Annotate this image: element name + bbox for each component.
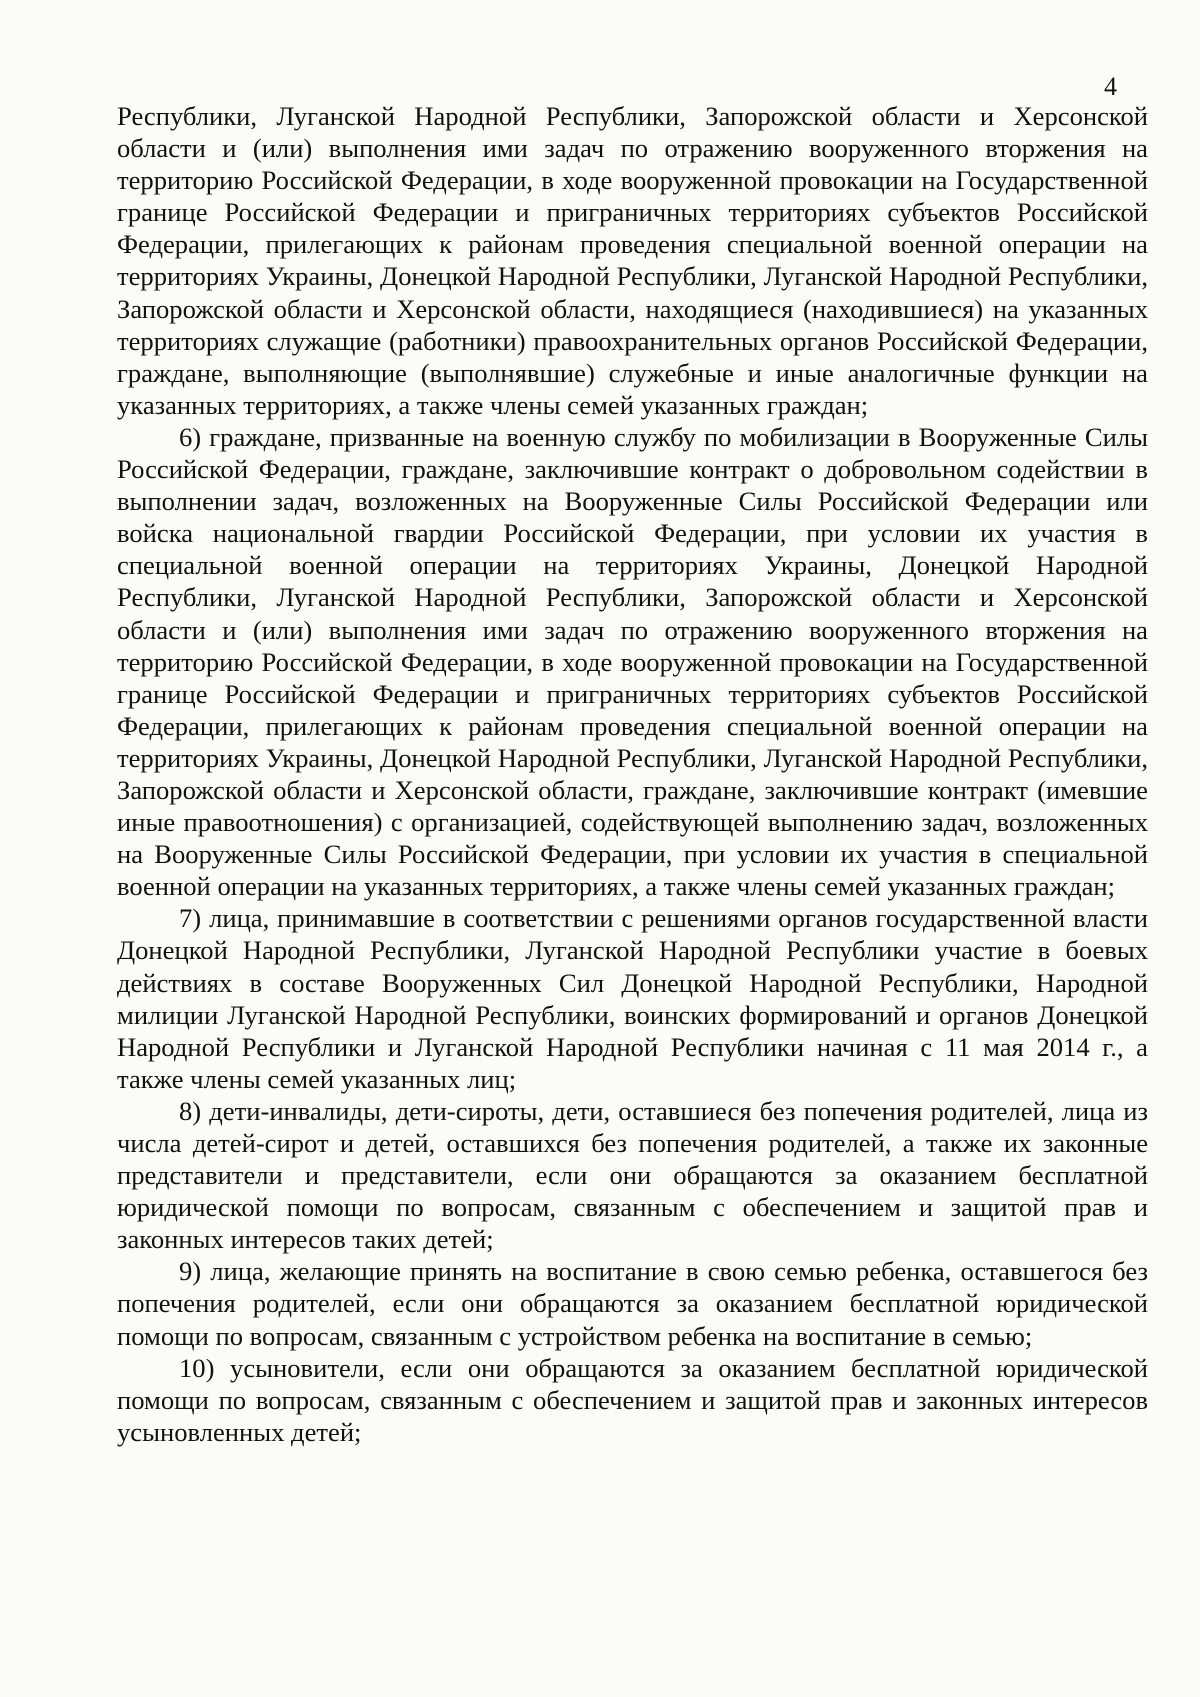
paragraph-item-7: 7) лица, принимавшие в соответствии с решениями органов государственной власти Донецкой Народной Республики, Луганской Народной Республики участие в боевых действиях в составе Вооруженных Сил Донецкой Народной Республики, Народной милиции Луганской Народной Республики, воинских формирований и органов Донецкой Народной Республики и Луганской Народной Республики начиная с 11 мая 2014 г., а также члены семей указанных лиц; xyxy=(117,903,1148,1094)
paragraph-item-10: 10) усыновители, если они обращаются за оказанием бесплатной юридической помощи по вопросам, связанным с обеспечением и защитой прав и законных интересов усыновленных детей; xyxy=(117,1352,1148,1447)
paragraph-item-8: 8) дети-инвалиды, дети-сироты, дети, оставшиеся без попечения родителей, лица из числа детей-сирот и детей, оставшихся без попечения родителей, а также их законные представители и представители, если они обращаются за оказанием бесплатной юридической помощи по вопросам, связанным с обеспечением и защитой прав и законных интересов таких детей; xyxy=(117,1095,1148,1255)
document-body xyxy=(117,100,1148,1448)
page-number: 4 xyxy=(1104,72,1117,101)
paragraph-item-6: 6) граждане, призванные на военную службу по мобилизации в Вооруженные Силы Российской Федерации, граждане, заключившие контракт о добровольном содействии в выполнении задач, возложенных на Вооруженные Силы Российской Федерации или войска национальной гвардии Российской Федерации, при условии их участия в специальной военной операции на территориях Украины, Донецкой Народной Республики, Луганской Народной Республики, Запорожской области и Херсонской области и (или) выполнения ими задач по отражению вооруженного вторжения на территорию Российской Федерации, в ходе вооруженной провокации на Государственной границе Российской Федерации и приграничных территориях субъектов Российской Федерации, прилегающих к районам проведения специальной военной операции на территориях Украины, Донецкой Народной Республики, Луганской Народной Республики, Запорожской области и Херсонской области, граждане, заключившие контракт (имевшие иные правоотношения) с организацией, содействующей выполнению задач, возложенных на Вооруженные Силы Российской Федерации, при условии их участия в специальной военной операции на указанных территориях, а также члены семей указанных граждан; xyxy=(117,421,1148,902)
paragraph-item-9: 9) лица, желающие принять на воспитание в свою семью ребенка, оставшегося без попечения родителей, если они обращаются за оказанием бесплатной юридической помощи по вопросам, связанным с устройством ребенка на воспитание в семью; xyxy=(117,1256,1148,1351)
paragraph-continuation: Республики, Луганской Народной Республики, Запорожской области и Херсонской области и (или) выполнения ими задач по отражению вооруженного вторжения на территорию Российской Федерации, в ходе вооруженной провокации на Государственной границе Российской Федерации и приграничных территориях субъектов Российской Федерации, прилегающих к районам проведения специальной военной операции на территориях Украины, Донецкой Народной Республики, Луганской Народной Республики, Запорожской области и Херсонской области, находящиеся (находившиеся) на указанных территориях служащие (работники) правоохранительных органов Российской Федерации, граждане, выполняющие (выполнявшие) служебные и иные аналогичные функции на указанных территориях, а также члены семей указанных граждан; xyxy=(117,101,1148,420)
